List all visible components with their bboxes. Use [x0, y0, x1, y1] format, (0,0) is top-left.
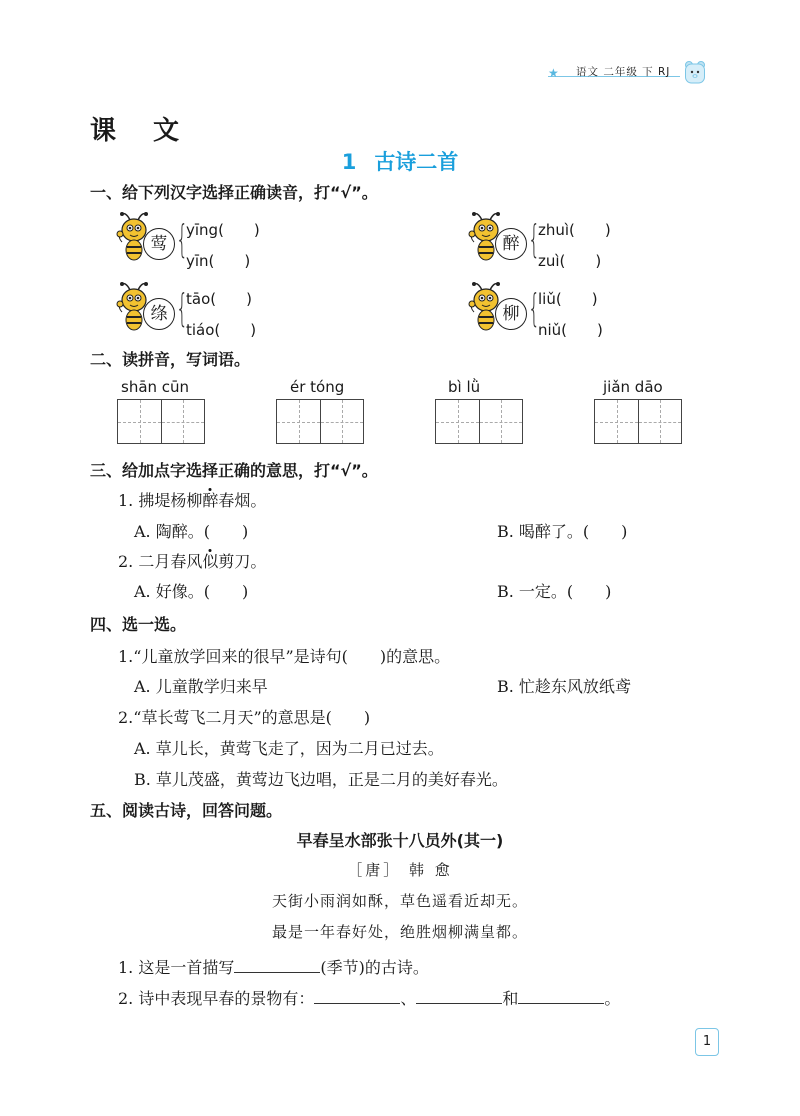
char-ying: 莺 [143, 228, 175, 260]
option-zui[interactable]: zuì( ) [538, 252, 602, 270]
q5-question-2: 2. 诗中表现早春的景物有： 、 和 。 [118, 989, 621, 1008]
writing-box-shancun[interactable] [117, 399, 205, 444]
writing-box-bilv[interactable] [435, 399, 523, 444]
brace: { [176, 217, 189, 261]
q3-s2-option-a[interactable]: A. 好像。( ) [134, 582, 249, 601]
q4-sentence-1: 1.“儿童放学回来的很早”是诗句( )的意思。 [118, 647, 451, 666]
q3-title: 三、给加点字选择正确的意思，打“√”。 [90, 461, 378, 480]
section-title: 课 文 [90, 116, 194, 146]
q4-s2-option-a[interactable]: A. 草儿长，黄莺飞走了，因为二月已过去。 [134, 739, 444, 758]
option-niu[interactable]: niǔ( ) [538, 321, 603, 339]
bear-icon [684, 60, 706, 84]
q5-question-1: 1. 这是一首描写 (季节)的古诗。 [118, 958, 429, 977]
brace: { [176, 286, 189, 330]
page-number: 1 [695, 1028, 719, 1056]
pinyin-bilv: bì lǜ [448, 378, 481, 396]
q1-title: 一、给下列汉字选择正确读音，打“√”。 [90, 183, 378, 202]
writing-box-jiandao[interactable] [594, 399, 682, 444]
q3-s1-option-b[interactable]: B. 喝醉了。( ) [497, 522, 628, 541]
dotted-char: 似 [202, 552, 219, 571]
char-tao: 绦 [143, 298, 175, 330]
poem-author: ［唐］ 韩 愈 [347, 861, 453, 879]
poem-title: 早春呈水部张十八员外(其一) [296, 831, 504, 850]
q3-sentence-1: 1. 拂堤杨柳醉春烟。 [118, 491, 267, 510]
star-icon: ★ [548, 66, 559, 80]
answer-blank[interactable] [416, 989, 502, 1004]
writing-box-ertong[interactable] [276, 399, 364, 444]
poem-line-2: 最是一年春好处，绝胜烟柳满皇都。 [271, 923, 528, 941]
option-liu[interactable]: liǔ( ) [538, 290, 598, 308]
pinyin-ertong: ér tóng [290, 378, 345, 396]
char-liu: 柳 [495, 298, 527, 330]
q3-s2-option-b[interactable]: B. 一定。( ) [497, 582, 612, 601]
q2-title: 二、读拼音，写词语。 [90, 350, 251, 369]
poem-line-1: 天街小雨润如酥，草色遥看近却无。 [271, 892, 528, 910]
option-zhui[interactable]: zhuì( ) [538, 221, 611, 239]
brace: { [528, 217, 541, 261]
pinyin-shancun: shān cūn [121, 378, 190, 396]
q4-sentence-2: 2.“草长莺飞二月天”的意思是( ) [118, 708, 371, 727]
lesson-title [0, 146, 800, 176]
lesson-name: 古诗二首 [374, 150, 459, 174]
char-zui: 醉 [495, 228, 527, 260]
option-ying[interactable]: yīng( ) [186, 221, 260, 239]
q5-title: 五、阅读古诗，回答问题。 [90, 801, 283, 820]
option-tao[interactable]: tāo( ) [186, 290, 252, 308]
option-tiao[interactable]: tiáo( ) [186, 321, 257, 339]
header-subject: 语文 二年级 下 RJ [576, 66, 671, 78]
q3-s1-option-a[interactable]: A. 陶醉。( ) [134, 522, 249, 541]
q3-sentence-2: 2. 二月春风似剪刀。 [118, 552, 267, 571]
q4-s1-option-a[interactable]: A. 儿童散学归来早 [134, 677, 268, 696]
brace: { [528, 286, 541, 330]
answer-blank[interactable] [314, 989, 400, 1004]
pinyin-jiandao: jiǎn dāo [603, 378, 663, 396]
q4-s2-option-b[interactable]: B. 草儿茂盛，黄莺边飞边唱，正是二月的美好春光。 [134, 770, 508, 789]
lesson-number: 1 [341, 150, 357, 174]
q4-title: 四、选一选。 [90, 615, 187, 634]
q4-s1-option-b[interactable]: B. 忙趁东风放纸鸢 [497, 677, 631, 696]
option-yin[interactable]: yīn( ) [186, 252, 251, 270]
answer-blank[interactable] [234, 958, 320, 973]
answer-blank[interactable] [518, 989, 604, 1004]
dotted-char: 醉 [202, 491, 219, 510]
